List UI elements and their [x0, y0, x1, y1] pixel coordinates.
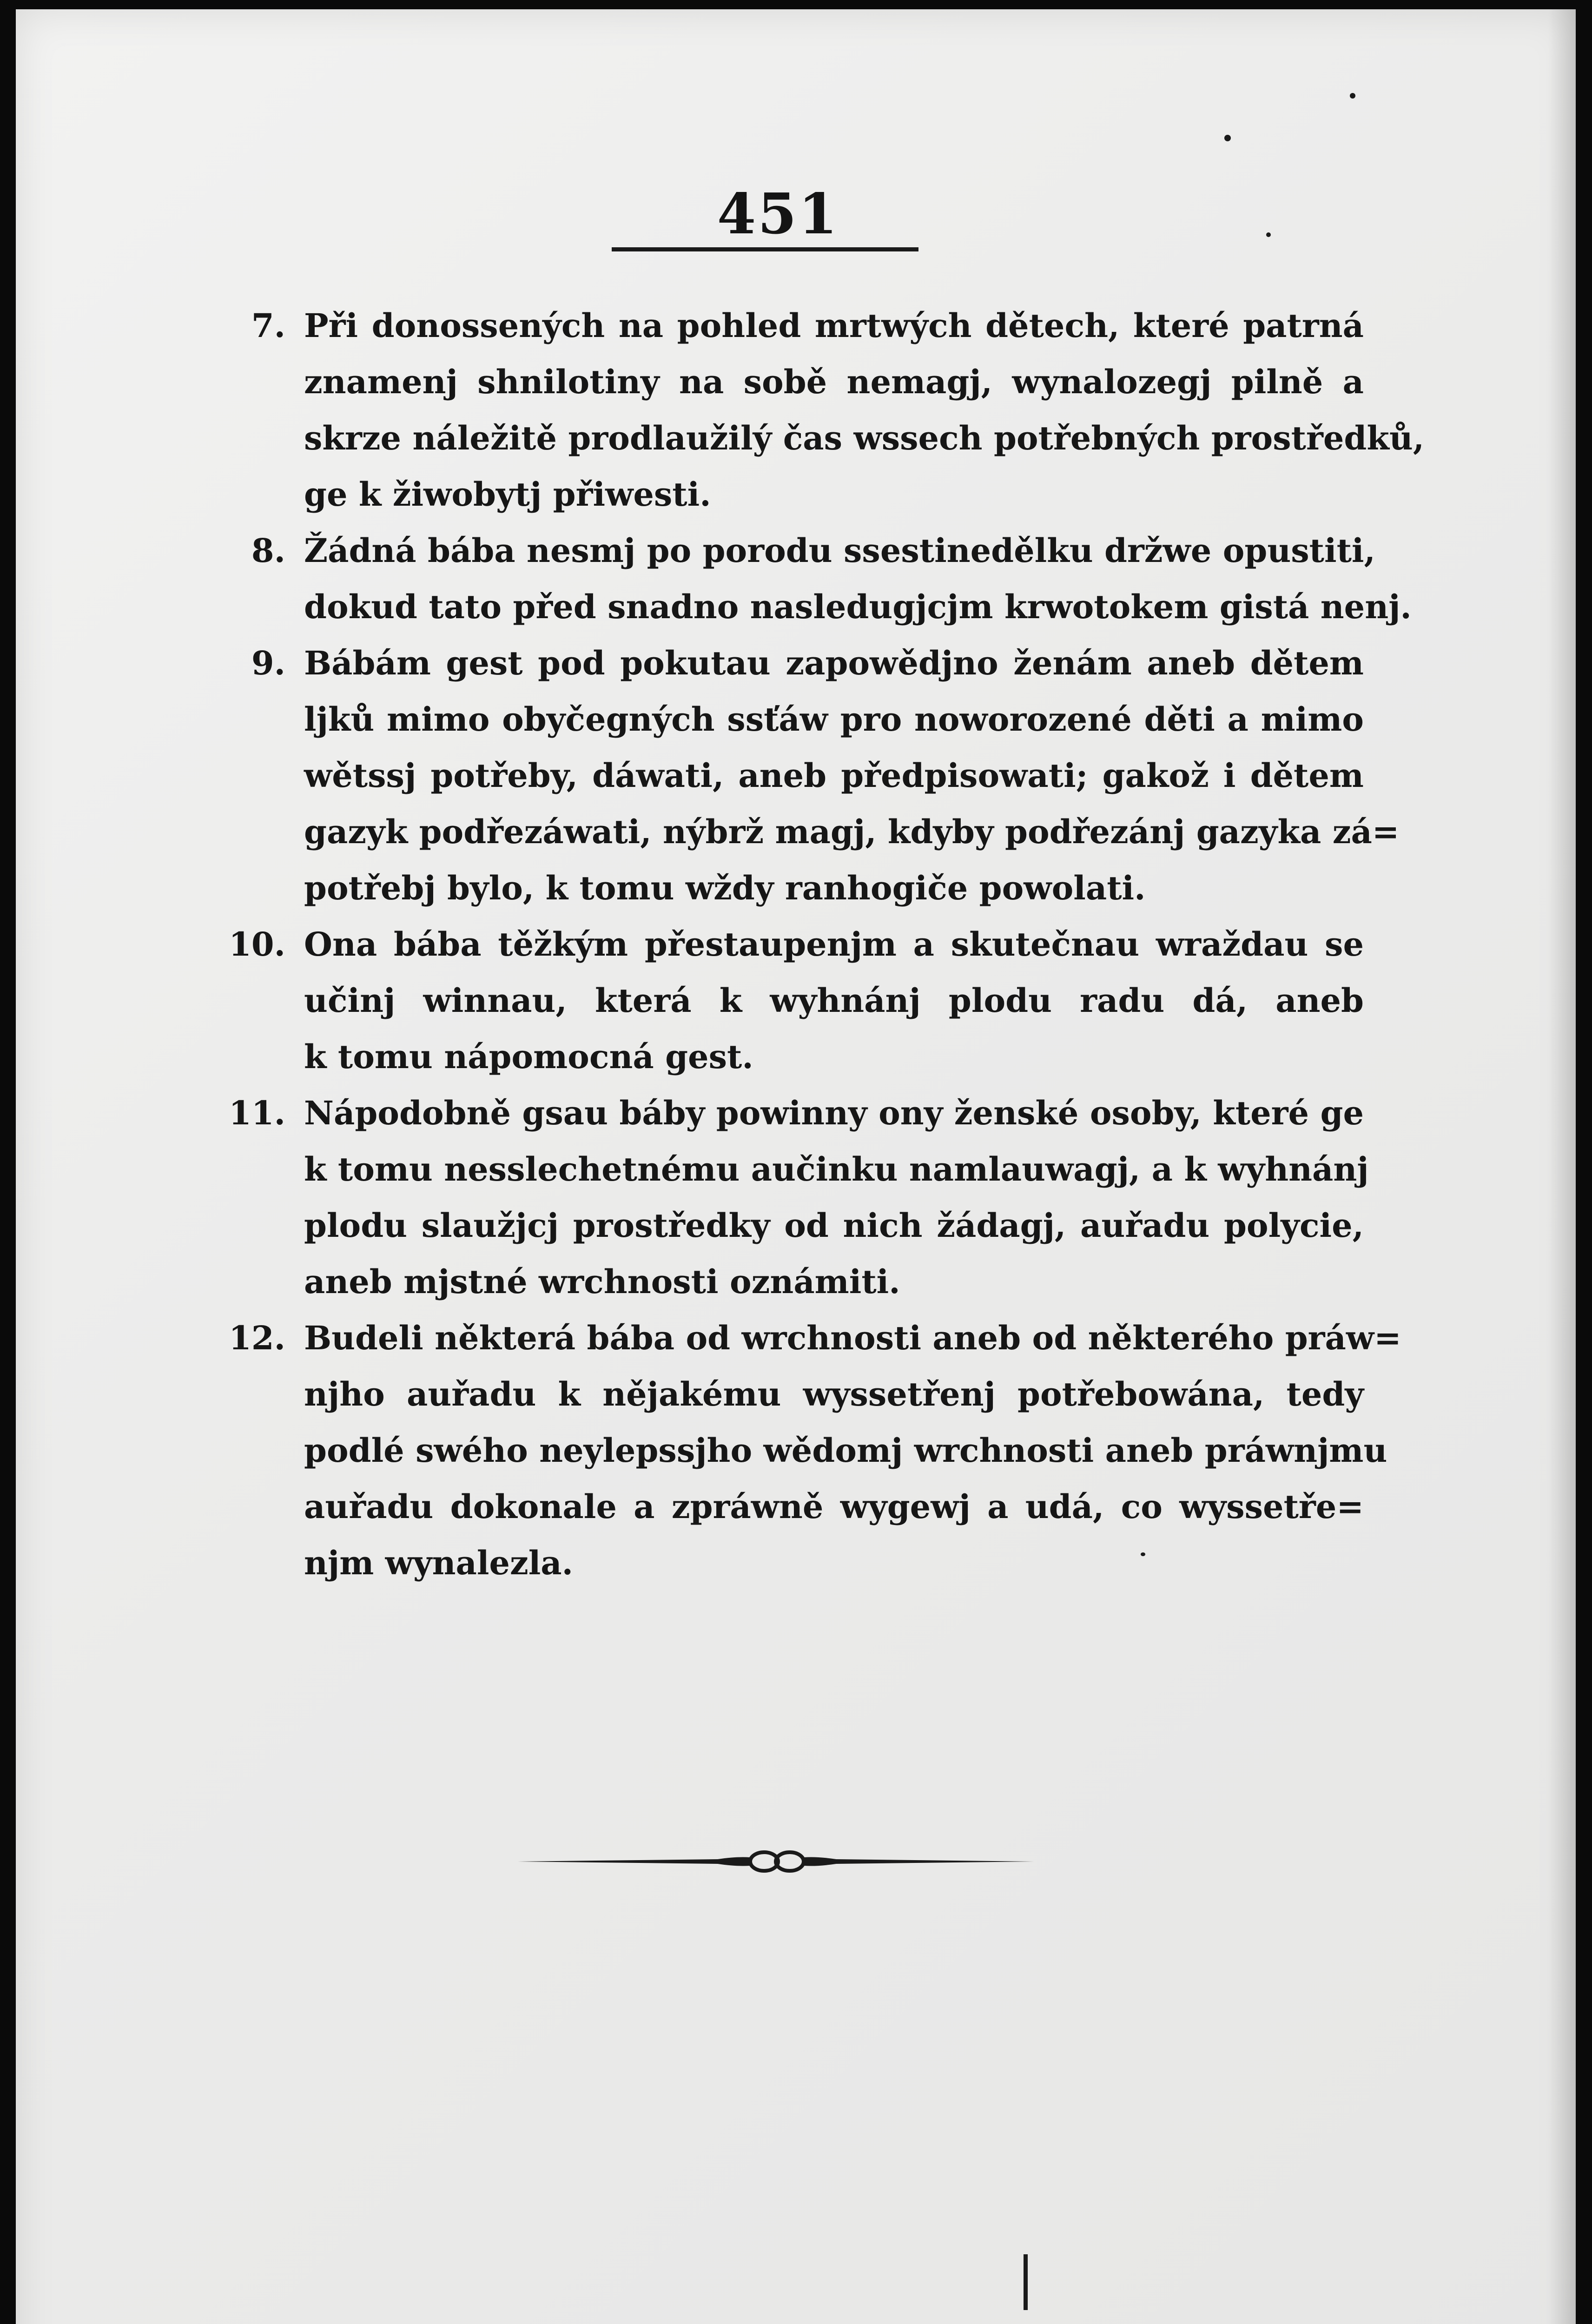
text-line: Nápodobně gsau báby powinny ony ženské osoby, které ge	[304, 1094, 1364, 1132]
text-line: plodu slaužjcj prostředky od nich žádagj, auřadu polycie,	[304, 1206, 1364, 1245]
ink-speck	[1350, 93, 1355, 99]
page-edge-shadow	[1548, 9, 1576, 2324]
text-line: wětssj potřeby, dáwati, aneb předpisowati; gakož i dětem	[304, 756, 1364, 795]
page-body	[192, 297, 1425, 1591]
stray-ink-mark	[1024, 2254, 1028, 2310]
text-line: učinj winnau, která k wyhnánj plodu radu dá, aneb	[304, 981, 1364, 1020]
text-line: aneb mjstné wrchnosti oznámiti.	[304, 1262, 900, 1301]
text-line: njho auřadu k nějakému wyssetřenj potřebowána, tedy	[304, 1375, 1364, 1413]
text-line: skrze náležitě prodlaužilý čas wssech potřebných prostředků,	[304, 419, 1425, 457]
ink-speck	[1266, 232, 1271, 237]
item-number: 11.	[229, 1094, 285, 1132]
text-line: Bábám gest pod pokutau zapowědjno ženám aneb dětem	[304, 644, 1364, 682]
book-page	[16, 9, 1576, 2324]
text-line: k tomu nápomocná gest.	[304, 1037, 753, 1076]
list-item	[192, 1310, 1401, 1591]
list-item	[192, 297, 1425, 522]
item-number: 9.	[251, 644, 285, 682]
list-item	[192, 635, 1400, 916]
text-line: auřadu dokonale a zpráwně wygewj a udá, co wyssetře=	[304, 1487, 1364, 1526]
item-number: 7.	[251, 306, 285, 345]
ornament-divider-icon	[518, 1841, 1034, 1882]
text-line: potřebj bylo, k tomu wždy ranhogiče powolati.	[304, 869, 1146, 907]
header-rule	[612, 247, 918, 251]
page-number: 451	[717, 181, 839, 247]
text-line: podlé swého neylepssjho wědomj wrchnosti aneb práwnjmu	[304, 1431, 1387, 1470]
list-item	[192, 522, 1412, 635]
list-item	[192, 916, 1364, 1085]
item-number: 10.	[229, 925, 285, 964]
text-line: dokud tato před snadno nasledugjcjm krwotokem gistá nenj.	[304, 588, 1412, 626]
item-number: 8.	[251, 531, 285, 570]
text-line: znamenj shnilotiny na sobě nemagj, wynalozegj pilně a	[304, 363, 1364, 401]
item-number: 12.	[229, 1319, 285, 1357]
text-line: ge k žiwobytj přiwesti.	[304, 475, 711, 514]
ink-speck	[1141, 1552, 1145, 1556]
ink-speck	[1224, 135, 1231, 141]
text-line: gazyk podřezáwati, nýbrž magj, kdyby podřezánj gazyka zá=	[304, 812, 1400, 851]
text-line: Při donossených na pohled mrtwých dětech, které patrná	[304, 306, 1364, 345]
text-line: ljků mimo obyčegných ssťáw pro noworozené děti a mimo	[304, 700, 1364, 739]
text-line: k tomu nesslechetnému aučinku namlauwagj, a k wyhnánj	[304, 1150, 1369, 1188]
list-item	[192, 1085, 1369, 1310]
text-line: Ona bába těžkým přestaupenjm a skutečnau wraždau se	[304, 925, 1364, 964]
text-line: Žádná bába nesmj po porodu ssestinedělku držwe opustiti,	[304, 531, 1375, 570]
text-line: njm wynalezla.	[304, 1544, 574, 1582]
text-line: Budeli některá bába od wrchnosti aneb od některého práw=	[304, 1319, 1401, 1357]
